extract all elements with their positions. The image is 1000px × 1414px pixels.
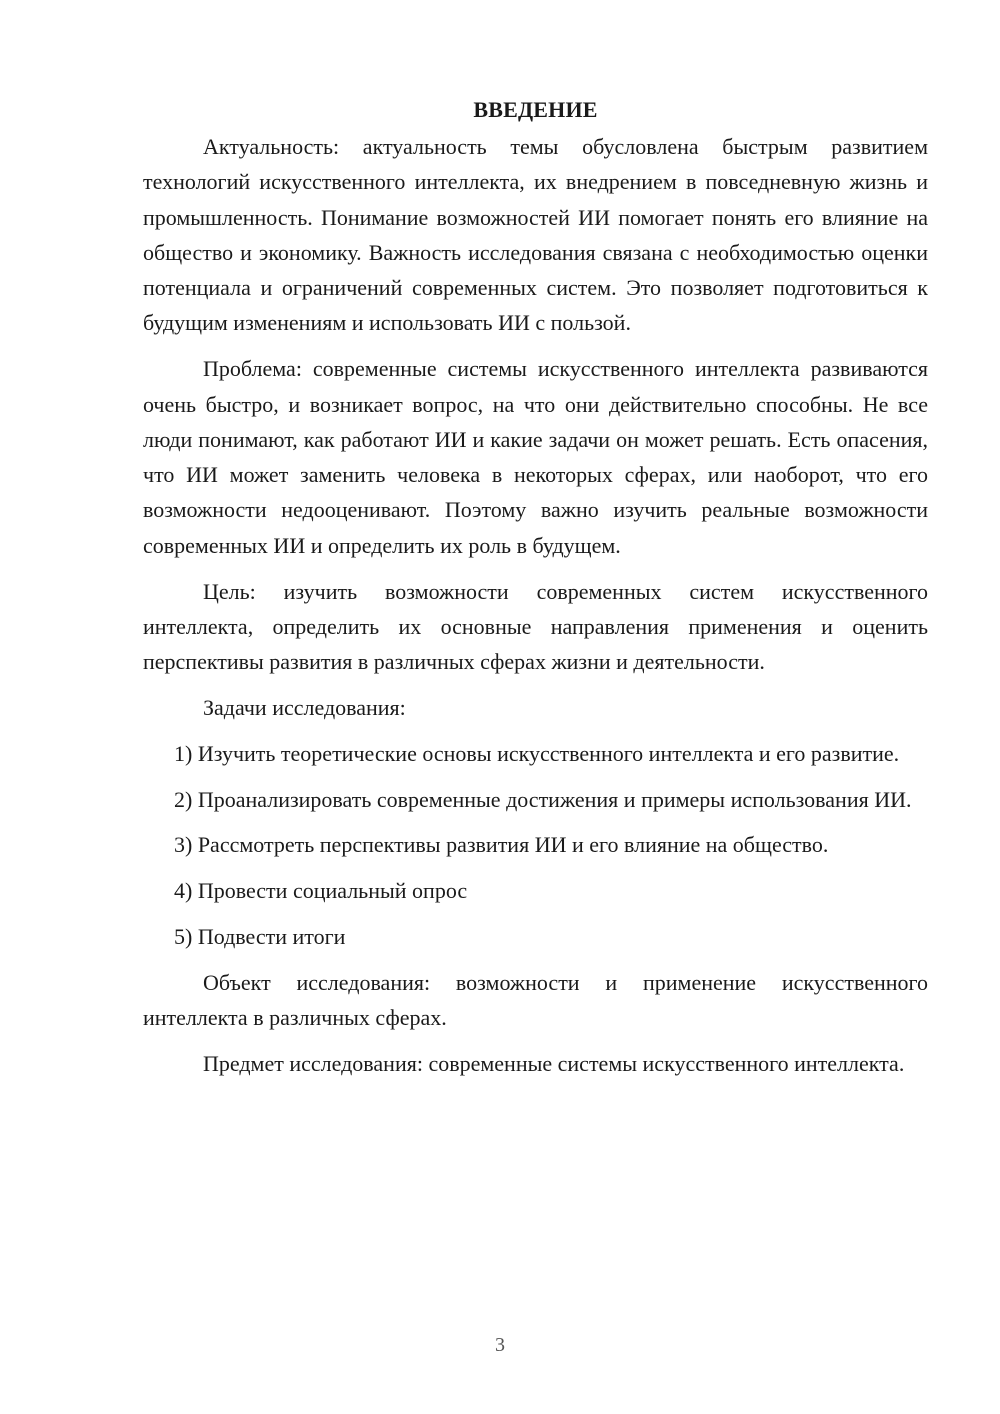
tasks-heading: Задачи исследования: <box>203 694 406 720</box>
document-page <box>143 92 928 1092</box>
relevance-paragraph: Актуальность: актуальность темы обусловлена быстрым развитием технологий искусственного интеллекта, их внедрением в повседневную жизнь и промышленность. Понимание возможностей ИИ помогает понять его влияние на общество и экономику. Важность исследования связана с необходимостью оценки потенциала и ограничений современных систем. Это позволяет подготовиться к будущим изменениям и использовать ИИ с пользой. <box>143 134 928 336</box>
object-paragraph: Объект исследования: возможности и применение искусственного интеллекта в различных сферах. <box>143 969 928 1031</box>
goal-paragraph: Цель: изучить возможности современных систем искусственного интеллекта, определить их основные направления применения и оценить перспективы развития в различных сферах жизни и деятельности. <box>143 578 928 675</box>
task-item-2: 2) Проанализировать современные достижения и примеры использования ИИ. <box>174 786 912 812</box>
task-item-4: 4) Провести социальный опрос <box>174 878 468 904</box>
section-title: ВВЕДЕНИЕ <box>473 97 598 122</box>
problem-paragraph: Проблема: современные системы искусственного интеллекта развиваются очень быстро, и возникает вопрос, на что они действительно способны. Не все люди понимают, как работают ИИ и какие задачи он может решать. Есть опасения, что ИИ может заменить человека в некоторых сферах, или наоборот, что его возможности недооценивают. Поэтому важно изучить реальные возможности современных ИИ и определить их роль в будущем. <box>143 356 928 558</box>
task-item-1: 1) Изучить теоретические основы искусственного интеллекта и его развитие. <box>174 740 900 766</box>
task-item-5: 5) Подвести итоги <box>174 923 346 949</box>
subject-paragraph: Предмет исследования: современные системы искусственного интеллекта. <box>203 1050 905 1076</box>
task-item-3: 3) Рассмотреть перспективы развития ИИ и его влияние на общество. <box>174 832 829 858</box>
page-number: 3 <box>495 1334 505 1356</box>
